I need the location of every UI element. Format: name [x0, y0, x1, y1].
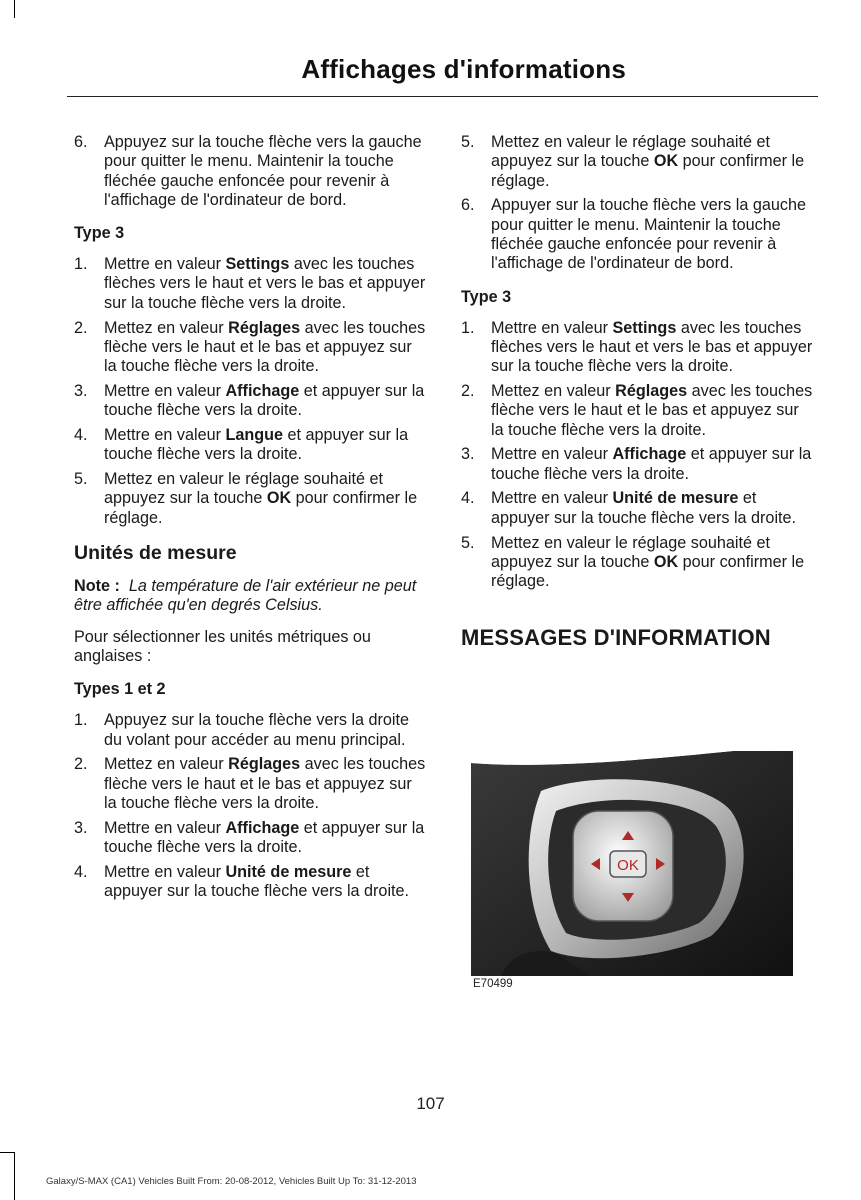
emphasized-term: Affichage [225, 381, 300, 400]
header-divider [67, 96, 818, 97]
list-item-text: Mettez en valeur [104, 318, 229, 337]
right-list-2 [461, 319, 813, 592]
list-item-text: Appuyez sur la touche flèche vers la gauche pour quitter le menu. Maintenir la touche fléchée gauche enfoncée pour revenir à l'affichage de l'ordinateur de bord. [104, 133, 422, 209]
list-item-number: 4. [461, 489, 475, 508]
emphasized-term: Langue [225, 426, 284, 445]
list-item-number: 1. [74, 711, 88, 730]
list-item-text: Appuyer sur la touche flèche vers la gauche pour quitter le menu. Maintenir la touche fléchée gauche enfoncée pour revenir à l'affichage de l'ordinateur de bord. [491, 196, 806, 273]
steering-wheel-figure [471, 751, 793, 976]
list-item [74, 755, 426, 813]
emphasized-term: Réglages [228, 755, 301, 774]
list-item-text: pour confirmer le réglage. [491, 552, 805, 591]
list-item-number: 4. [74, 426, 88, 445]
list-item [74, 319, 426, 377]
crop-mark-bottom-left-h [0, 1152, 14, 1153]
list-item-number: 3. [461, 445, 475, 464]
list-item [461, 489, 813, 528]
left-list-2 [74, 255, 426, 528]
list-item [74, 426, 426, 465]
list-item-text: Mettre en valeur [104, 255, 226, 274]
messages-heading: MESSAGES D'INFORMATION [461, 625, 771, 651]
list-item-number: 2. [74, 755, 88, 774]
page-title: Affichages d'informations [301, 54, 626, 84]
list-item-number: 3. [74, 381, 88, 400]
list-item [74, 819, 426, 858]
list-item-number: 2. [74, 318, 88, 337]
emphasized-term: Réglages [228, 318, 301, 337]
list-item-text: et appuyer sur la touche flèche vers la droite. [104, 862, 410, 901]
list-item-text: Mettre en valeur [491, 489, 613, 508]
list-item-text: Mettez en valeur le réglage souhaité et appuyez sur la touche [491, 533, 770, 571]
list-item-number: 3. [74, 818, 88, 837]
list-item-text: avec les touches flèches vers le haut et vers le bas et appuyer sur la touche flèche vers la droite. [491, 318, 813, 376]
list-item [74, 382, 426, 421]
list-item-text: et appuyer sur la touche flèche vers la droite. [491, 445, 812, 483]
list-item-text: Mettre en valeur [104, 862, 226, 881]
list-item-text: Mettez en valeur [104, 755, 229, 774]
list-item [74, 470, 426, 528]
emphasized-term: Unité de mesure [225, 862, 352, 881]
list-item [74, 711, 426, 750]
types12-heading: Types 1 et 2 [74, 680, 166, 699]
steering-wheel-illustration [471, 751, 793, 976]
emphasized-term: Affichage [225, 818, 300, 837]
list-item-text: Mettez en valeur le réglage souhaité et appuyez sur la touche [491, 133, 770, 171]
footer-text: Galaxy/S-MAX (CA1) Vehicles Built From: 20-08-2012, Vehicles Built Up To: 31-12-2013 [46, 1176, 417, 1187]
list-item-text: Mettre en valeur [104, 426, 226, 445]
left-list-1 [74, 133, 426, 210]
list-item-text: Mettez en valeur [491, 381, 616, 400]
list-item-text: pour confirmer le réglage. [491, 152, 805, 190]
list-item-text: et appuyer sur la touche flèche vers la droite. [104, 818, 425, 857]
list-item-text: Mettez en valeur le réglage souhaité et appuyez sur la touche [104, 470, 383, 508]
list-item-text: Mettre en valeur [491, 445, 613, 464]
list-item-number: 2. [461, 381, 475, 400]
list-item [461, 319, 813, 377]
crop-mark-top-left [14, 0, 15, 18]
emphasized-term: Settings [612, 318, 677, 337]
units-intro: Pour sélectionner les unités métriques ou anglaises : [74, 627, 371, 665]
list-item-text: avec les touches flèche vers le haut et le bas et appuyez sur la touche flèche vers la droite. [491, 381, 813, 439]
list-item-number: 6. [461, 196, 475, 215]
list-item-number: 4. [74, 862, 88, 881]
list-item-number: 1. [74, 255, 88, 274]
emphasized-term: OK [653, 552, 679, 571]
list-item-text: Mettre en valeur [104, 818, 226, 837]
list-item-number: 1. [461, 318, 475, 337]
note-label: Note : [74, 577, 120, 596]
type3-heading: Type 3 [74, 224, 125, 243]
emphasized-term: Réglages [615, 381, 688, 400]
list-item-text: avec les touches flèche vers le haut et le bas et appuyez sur la touche flèche vers la droite. [104, 318, 426, 376]
list-item-text: avec les touches flèches vers le haut et vers le bas et appuyer sur la touche flèche vers la droite. [104, 255, 426, 312]
list-item-text: et appuyer sur la touche flèche vers la droite. [104, 426, 409, 464]
list-item-number: 5. [461, 533, 475, 552]
list-item [74, 133, 426, 210]
list-item-text: pour confirmer le réglage. [104, 489, 418, 527]
list-item [461, 534, 813, 592]
list-item-text: Mettre en valeur [491, 318, 613, 337]
emphasized-term: Unité de mesure [612, 489, 739, 508]
list-item [74, 863, 426, 902]
left-list-3 [74, 711, 426, 901]
ok-button-label: OK [617, 857, 639, 874]
emphasized-term: Settings [225, 255, 290, 274]
note-text: La température de l'air extérieur ne peut être affichée qu'en degrés Celsius. [74, 577, 417, 615]
left-column [74, 133, 426, 907]
right-list-1 [461, 133, 813, 274]
list-item-text: Mettre en valeur [104, 381, 226, 400]
list-item-number: 5. [461, 133, 475, 151]
right-column [461, 133, 813, 671]
type3-heading-right: Type 3 [461, 287, 512, 306]
figure-code: E70499 [473, 978, 513, 990]
list-item [461, 382, 813, 440]
emphasized-term: Affichage [612, 445, 687, 464]
units-heading: Unités de mesure [74, 542, 237, 565]
page-number: 107 [416, 1094, 445, 1113]
list-item [461, 445, 813, 484]
list-item-text: avec les touches flèche vers le haut et le bas et appuyez sur la touche flèche vers la droite. [104, 755, 426, 812]
list-item-text: et appuyer sur la touche flèche vers la droite. [491, 489, 797, 527]
list-item [461, 133, 813, 191]
crop-mark-bottom-left [14, 1152, 15, 1200]
note [74, 577, 426, 616]
list-item-number: 5. [74, 470, 88, 489]
list-item [461, 196, 813, 273]
list-item-text: et appuyer sur la touche flèche vers la droite. [104, 381, 425, 420]
list-item-number: 6. [74, 133, 88, 151]
list-item [74, 255, 426, 313]
emphasized-term: OK [266, 489, 292, 508]
list-item-text: Appuyez sur la touche flèche vers la droite du volant pour accéder au menu principal. [104, 711, 410, 749]
emphasized-term: OK [653, 152, 679, 171]
